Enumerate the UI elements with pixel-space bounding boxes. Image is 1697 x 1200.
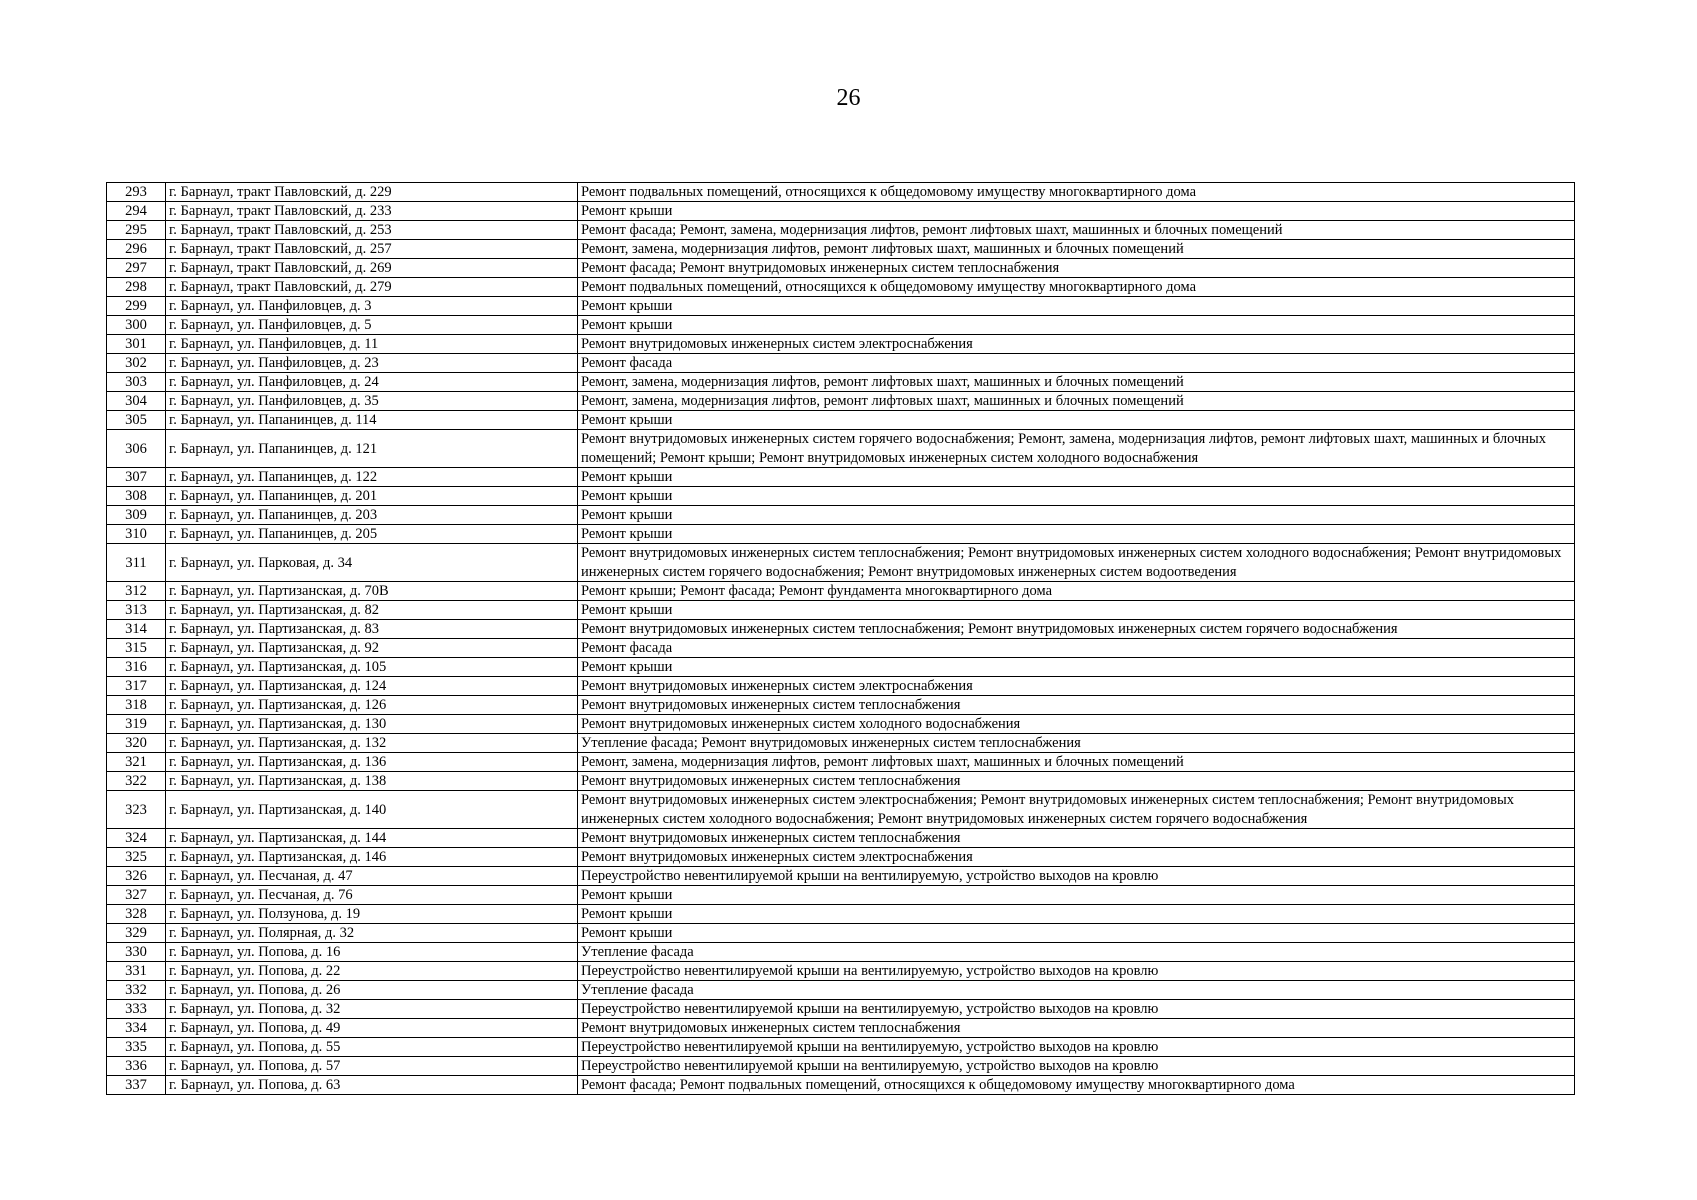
row-number: 329 (107, 924, 166, 943)
row-address: г. Барнаул, ул. Папанинцев, д. 201 (166, 487, 578, 506)
table-row (107, 1076, 1575, 1095)
row-number: 314 (107, 620, 166, 639)
row-number: 321 (107, 753, 166, 772)
row-number: 297 (107, 259, 166, 278)
row-address: г. Барнаул, ул. Панфиловцев, д. 24 (166, 373, 578, 392)
row-address: г. Барнаул, ул. Папанинцев, д. 114 (166, 411, 578, 430)
repair-register-table (106, 182, 1575, 1095)
table-row (107, 981, 1575, 1000)
row-number: 327 (107, 886, 166, 905)
row-works: Ремонт, замена, модернизация лифтов, ремонт лифтовых шахт, машинных и блочных помещений (578, 240, 1575, 259)
row-number: 302 (107, 354, 166, 373)
table-row (107, 354, 1575, 373)
row-works: Переустройство невентилируемой крыши на вентилируемую, устройство выходов на кровлю (578, 867, 1575, 886)
table-row (107, 202, 1575, 221)
row-address: г. Барнаул, ул. Партизанская, д. 136 (166, 753, 578, 772)
table-row (107, 639, 1575, 658)
table-row (107, 658, 1575, 677)
row-address: г. Барнаул, ул. Папанинцев, д. 205 (166, 525, 578, 544)
row-number: 296 (107, 240, 166, 259)
table-row (107, 316, 1575, 335)
row-number: 325 (107, 848, 166, 867)
row-number: 307 (107, 468, 166, 487)
table-row (107, 1019, 1575, 1038)
row-number: 334 (107, 1019, 166, 1038)
table-row (107, 525, 1575, 544)
table-row (107, 373, 1575, 392)
table-row (107, 335, 1575, 354)
table-row (107, 1038, 1575, 1057)
row-works: Ремонт внутридомовых инженерных систем теплоснабжения; Ремонт внутридомовых инженерных систем холодного водоснабжения; Ремонт внутридомовых инженерных систем горячего водоснабжения; Ремонт внутридомовых инженерных систем водоотведения (578, 544, 1575, 582)
row-works: Ремонт фасада; Ремонт внутридомовых инженерных систем теплоснабжения (578, 259, 1575, 278)
row-number: 306 (107, 430, 166, 468)
row-address: г. Барнаул, ул. Папанинцев, д. 203 (166, 506, 578, 525)
table-row (107, 905, 1575, 924)
table-row (107, 734, 1575, 753)
row-works: Ремонт фасада; Ремонт подвальных помещений, относящихся к общедомовому имуществу многоквартирного дома (578, 1076, 1575, 1095)
row-number: 323 (107, 791, 166, 829)
row-works: Ремонт внутридомовых инженерных систем электроснабжения (578, 335, 1575, 354)
row-number: 310 (107, 525, 166, 544)
table-row (107, 715, 1575, 734)
row-number: 324 (107, 829, 166, 848)
row-number: 317 (107, 677, 166, 696)
row-number: 301 (107, 335, 166, 354)
row-address: г. Барнаул, ул. Партизанская, д. 83 (166, 620, 578, 639)
row-works: Ремонт крыши (578, 886, 1575, 905)
table-row (107, 297, 1575, 316)
row-works: Ремонт крыши (578, 487, 1575, 506)
row-address: г. Барнаул, тракт Павловский, д. 279 (166, 278, 578, 297)
row-works: Ремонт, замена, модернизация лифтов, ремонт лифтовых шахт, машинных и блочных помещений (578, 392, 1575, 411)
row-address: г. Барнаул, тракт Павловский, д. 233 (166, 202, 578, 221)
page-number: 26 (836, 85, 861, 111)
row-address: г. Барнаул, ул. Полярная, д. 32 (166, 924, 578, 943)
row-address: г. Барнаул, ул. Панфиловцев, д. 23 (166, 354, 578, 373)
row-works: Ремонт внутридомовых инженерных систем теплоснабжения (578, 829, 1575, 848)
table-row (107, 696, 1575, 715)
row-works: Переустройство невентилируемой крыши на вентилируемую, устройство выходов на кровлю (578, 1000, 1575, 1019)
row-address: г. Барнаул, ул. Партизанская, д. 144 (166, 829, 578, 848)
row-works: Ремонт внутридомовых инженерных систем теплоснабжения (578, 772, 1575, 791)
row-number: 335 (107, 1038, 166, 1057)
row-address: г. Барнаул, ул. Партизанская, д. 126 (166, 696, 578, 715)
row-works: Ремонт внутридомовых инженерных систем холодного водоснабжения (578, 715, 1575, 734)
table-row (107, 772, 1575, 791)
table-row (107, 487, 1575, 506)
row-address: г. Барнаул, ул. Ползунова, д. 19 (166, 905, 578, 924)
row-works: Утепление фасада (578, 981, 1575, 1000)
row-number: 304 (107, 392, 166, 411)
row-number: 305 (107, 411, 166, 430)
row-works: Утепление фасада; Ремонт внутридомовых инженерных систем теплоснабжения (578, 734, 1575, 753)
row-works: Ремонт, замена, модернизация лифтов, ремонт лифтовых шахт, машинных и блочных помещений (578, 373, 1575, 392)
row-address: г. Барнаул, ул. Попова, д. 16 (166, 943, 578, 962)
row-number: 332 (107, 981, 166, 1000)
row-number: 313 (107, 601, 166, 620)
row-address: г. Барнаул, ул. Партизанская, д. 130 (166, 715, 578, 734)
row-works: Ремонт крыши (578, 297, 1575, 316)
row-works: Ремонт крыши (578, 525, 1575, 544)
table-row (107, 943, 1575, 962)
row-works: Ремонт крыши (578, 411, 1575, 430)
row-number: 336 (107, 1057, 166, 1076)
row-number: 316 (107, 658, 166, 677)
table-row (107, 620, 1575, 639)
row-works: Ремонт внутридомовых инженерных систем электроснабжения; Ремонт внутридомовых инженерных систем теплоснабжения; Ремонт внутридомовых инженерных систем холодного водоснабжения; Ремонт внутридомовых инженерных систем горячего водоснабжения (578, 791, 1575, 829)
table-row (107, 259, 1575, 278)
row-address: г. Барнаул, ул. Партизанская, д. 146 (166, 848, 578, 867)
row-number: 328 (107, 905, 166, 924)
row-address: г. Барнаул, ул. Попова, д. 63 (166, 1076, 578, 1095)
row-address: г. Барнаул, ул. Попова, д. 26 (166, 981, 578, 1000)
row-works: Ремонт подвальных помещений, относящихся к общедомовому имуществу многоквартирного дома (578, 183, 1575, 202)
row-address: г. Барнаул, ул. Песчаная, д. 76 (166, 886, 578, 905)
row-number: 333 (107, 1000, 166, 1019)
row-number: 331 (107, 962, 166, 981)
row-works: Ремонт фасада; Ремонт, замена, модернизация лифтов, ремонт лифтовых шахт, машинных и блочных помещений (578, 221, 1575, 240)
row-number: 295 (107, 221, 166, 240)
table-row (107, 506, 1575, 525)
row-address: г. Барнаул, ул. Партизанская, д. 82 (166, 601, 578, 620)
row-works: Ремонт фасада (578, 639, 1575, 658)
row-number: 319 (107, 715, 166, 734)
row-works: Ремонт крыши (578, 924, 1575, 943)
row-address: г. Барнаул, ул. Попова, д. 57 (166, 1057, 578, 1076)
row-address: г. Барнаул, тракт Павловский, д. 257 (166, 240, 578, 259)
table-row (107, 221, 1575, 240)
row-address: г. Барнаул, ул. Панфиловцев, д. 5 (166, 316, 578, 335)
row-number: 315 (107, 639, 166, 658)
row-address: г. Барнаул, ул. Попова, д. 55 (166, 1038, 578, 1057)
table-row (107, 886, 1575, 905)
row-number: 309 (107, 506, 166, 525)
row-works: Переустройство невентилируемой крыши на вентилируемую, устройство выходов на кровлю (578, 1057, 1575, 1076)
row-address: г. Барнаул, ул. Партизанская, д. 70В (166, 582, 578, 601)
table-row (107, 582, 1575, 601)
table-row (107, 544, 1575, 582)
row-works: Ремонт внутридомовых инженерных систем теплоснабжения (578, 1019, 1575, 1038)
row-number: 303 (107, 373, 166, 392)
table-row (107, 791, 1575, 829)
row-works: Ремонт крыши (578, 905, 1575, 924)
row-address: г. Барнаул, ул. Панфиловцев, д. 35 (166, 392, 578, 411)
row-number: 318 (107, 696, 166, 715)
row-works: Переустройство невентилируемой крыши на вентилируемую, устройство выходов на кровлю (578, 962, 1575, 981)
table-row (107, 924, 1575, 943)
row-works: Ремонт внутридомовых инженерных систем электроснабжения (578, 677, 1575, 696)
row-number: 298 (107, 278, 166, 297)
row-number: 326 (107, 867, 166, 886)
row-address: г. Барнаул, ул. Партизанская, д. 124 (166, 677, 578, 696)
row-works: Ремонт внутридомовых инженерных систем горячего водоснабжения; Ремонт, замена, модернизация лифтов, ремонт лифтовых шахт, машинных и блочных помещений; Ремонт крыши; Ремонт внутридомовых инженерных систем холодного водоснабжения (578, 430, 1575, 468)
row-address: г. Барнаул, ул. Партизанская, д. 140 (166, 791, 578, 829)
row-works: Ремонт внутридомовых инженерных систем электроснабжения (578, 848, 1575, 867)
row-address: г. Барнаул, ул. Партизанская, д. 132 (166, 734, 578, 753)
row-address: г. Барнаул, ул. Попова, д. 32 (166, 1000, 578, 1019)
row-address: г. Барнаул, ул. Партизанская, д. 138 (166, 772, 578, 791)
table-row (107, 829, 1575, 848)
table-row (107, 430, 1575, 468)
table-row (107, 601, 1575, 620)
table-row (107, 392, 1575, 411)
row-works: Ремонт крыши; Ремонт фасада; Ремонт фундамента многоквартирного дома (578, 582, 1575, 601)
row-works: Ремонт внутридомовых инженерных систем теплоснабжения (578, 696, 1575, 715)
row-number: 294 (107, 202, 166, 221)
row-address: г. Барнаул, ул. Партизанская, д. 105 (166, 658, 578, 677)
row-address: г. Барнаул, ул. Партизанская, д. 92 (166, 639, 578, 658)
table-row (107, 753, 1575, 772)
row-works: Переустройство невентилируемой крыши на вентилируемую, устройство выходов на кровлю (578, 1038, 1575, 1057)
row-address: г. Барнаул, тракт Павловский, д. 253 (166, 221, 578, 240)
table-row (107, 240, 1575, 259)
table-row (107, 468, 1575, 487)
row-number: 293 (107, 183, 166, 202)
table-row (107, 867, 1575, 886)
row-address: г. Барнаул, ул. Попова, д. 22 (166, 962, 578, 981)
row-address: г. Барнаул, ул. Панфиловцев, д. 11 (166, 335, 578, 354)
row-works: Ремонт крыши (578, 658, 1575, 677)
table-row (107, 677, 1575, 696)
row-works: Ремонт крыши (578, 506, 1575, 525)
table-row (107, 848, 1575, 867)
row-address: г. Барнаул, ул. Попова, д. 49 (166, 1019, 578, 1038)
row-works: Ремонт крыши (578, 601, 1575, 620)
table-row (107, 183, 1575, 202)
row-address: г. Барнаул, ул. Парковая, д. 34 (166, 544, 578, 582)
row-number: 308 (107, 487, 166, 506)
row-number: 337 (107, 1076, 166, 1095)
row-works: Ремонт крыши (578, 202, 1575, 221)
row-address: г. Барнаул, ул. Панфиловцев, д. 3 (166, 297, 578, 316)
row-works: Ремонт, замена, модернизация лифтов, ремонт лифтовых шахт, машинных и блочных помещений (578, 753, 1575, 772)
table-row (107, 962, 1575, 981)
row-number: 330 (107, 943, 166, 962)
row-works: Ремонт крыши (578, 468, 1575, 487)
table-row (107, 278, 1575, 297)
table-row (107, 411, 1575, 430)
table-body (107, 183, 1575, 1095)
row-address: г. Барнаул, тракт Павловский, д. 229 (166, 183, 578, 202)
row-address: г. Барнаул, ул. Папанинцев, д. 121 (166, 430, 578, 468)
row-works: Ремонт подвальных помещений, относящихся к общедомовому имуществу многоквартирного дома (578, 278, 1575, 297)
row-number: 300 (107, 316, 166, 335)
table-row (107, 1057, 1575, 1076)
row-works: Утепление фасада (578, 943, 1575, 962)
row-works: Ремонт внутридомовых инженерных систем теплоснабжения; Ремонт внутридомовых инженерных систем горячего водоснабжения (578, 620, 1575, 639)
row-number: 312 (107, 582, 166, 601)
row-address: г. Барнаул, ул. Папанинцев, д. 122 (166, 468, 578, 487)
row-number: 311 (107, 544, 166, 582)
row-number: 322 (107, 772, 166, 791)
row-number: 320 (107, 734, 166, 753)
row-address: г. Барнаул, тракт Павловский, д. 269 (166, 259, 578, 278)
table-row (107, 1000, 1575, 1019)
row-works: Ремонт крыши (578, 316, 1575, 335)
row-number: 299 (107, 297, 166, 316)
row-address: г. Барнаул, ул. Песчаная, д. 47 (166, 867, 578, 886)
row-works: Ремонт фасада (578, 354, 1575, 373)
